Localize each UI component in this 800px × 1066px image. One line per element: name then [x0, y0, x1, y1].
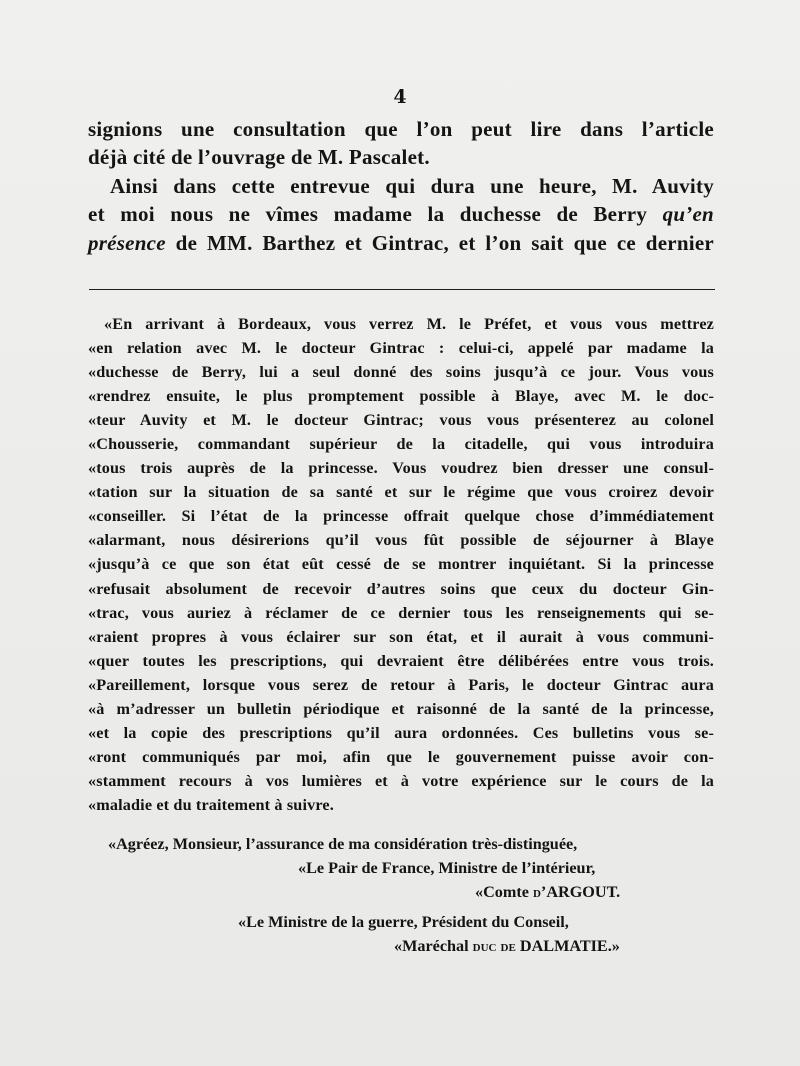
footnote-line: «à m’adresser un bulletin périodique et raisonné de la santé de la princesse,	[88, 699, 714, 718]
footnote-line: «En arrivant à Bordeaux, vous verrez M. le Préfet, et vous vous mettrez	[104, 315, 714, 333]
footnote-line: «rendrez ensuite, le plus promptement possible à Blaye, avec M. le doc-	[88, 387, 714, 406]
signer-rank: duc de	[472, 937, 516, 955]
footnote-line: «refusait absolument de recevoir d’autres soins que ceux du docteur Gin-	[88, 579, 714, 598]
footnote-line: «Chousserie, commandant supérieur de la citadelle, qui vous introduira	[88, 435, 714, 454]
footnote-line: «en relation avec M. le docteur Gintrac : celui-ci, appelé par madame la	[88, 339, 714, 358]
signer-name: DALMATIE.»	[519, 937, 620, 955]
footnote-line: «tous trois auprès de la princesse. Vous voudrez bien dresser une consul-	[88, 459, 714, 478]
letter-closing	[88, 832, 714, 958]
signer-name: d’ARGOUT.	[532, 883, 621, 901]
main-line-text: de MM. Barthez et Gintrac, et l’on sait que ce dernier	[175, 230, 715, 255]
footnote-line: «quer toutes les prescriptions, qui devraient être délibérées entre vous trois.	[88, 651, 714, 670]
footnote-quotation	[88, 312, 714, 817]
main-text	[88, 115, 714, 257]
footnote-line: «Pareillement, lorsque vous serez de retour à Paris, le docteur Gintrac aura	[88, 675, 714, 694]
signer-rank-prefix: «Maréchal	[394, 937, 469, 955]
main-line-text: et moi nous ne vîmes madame la duchesse de Berry	[88, 202, 648, 227]
footnote-separator	[89, 289, 715, 290]
footnote-line: «ront communiqués par moi, afin que le gouvernement puisse avoir con-	[88, 747, 714, 766]
main-line: Ainsi dans cette entrevue qui dura une heure, M. Auvity	[110, 173, 714, 198]
footnote-line: «alarmant, nous désirerions qu’il vous fût possible de séjourner à Blaye	[88, 531, 714, 550]
footnote-line: «tation sur la situation de sa santé et sur le régime que vous croirez devoir	[88, 483, 714, 502]
footnote-line: «jusqu’à ce que son état eût cessé de se montrer inquiétant. Si la princesse	[88, 555, 714, 574]
signer-title: «Le Pair de France, Ministre de l’intérieur,	[298, 859, 596, 877]
signer-rank: «Comte	[475, 883, 529, 901]
footnote-line: «conseiller. Si l’état de la princesse offrait quelque chose d’immédiatement	[88, 507, 714, 526]
main-line: signions une consultation que l’on peut lire dans l’article	[88, 117, 714, 141]
page-number: 4	[393, 86, 407, 108]
salutation: «Agréez, Monsieur, l’assurance de ma considération très-distinguée,	[108, 835, 578, 853]
footnote-line: «stamment recours à vos lumières et à votre expérience sur le cours de la	[88, 771, 714, 790]
main-line	[88, 229, 714, 257]
footnote-line: «maladie et du traitement à suivre.	[88, 795, 334, 814]
footnote-line: «teur Auvity et M. le docteur Gintrac; vous vous présenterez au colonel	[88, 411, 714, 430]
emphasis-text: présence	[88, 230, 166, 255]
main-line: déjà cité de l’ouvrage de M. Pascalet.	[88, 145, 430, 170]
signer-signature	[88, 934, 714, 958]
main-line	[88, 200, 714, 228]
footnote-line: «trac, vous auriez à réclamer de ce dernier tous les renseignements qui se-	[88, 603, 714, 622]
emphasis-text: qu’en	[662, 202, 714, 227]
signer-title: «Le Ministre de la guerre, Président du Conseil,	[238, 913, 569, 931]
footnote-line: «duchesse de Berry, lui a seul donné des soins jusqu’à ce jour. Vous vous	[88, 363, 714, 382]
signer-signature	[88, 880, 714, 904]
footnote-line: «raient propres à vous éclairer sur son état, et il aurait à vous communi-	[88, 627, 714, 646]
footnote-line: «et la copie des prescriptions qu’il aura ordonnées. Ces bulletins vous se-	[88, 723, 714, 742]
